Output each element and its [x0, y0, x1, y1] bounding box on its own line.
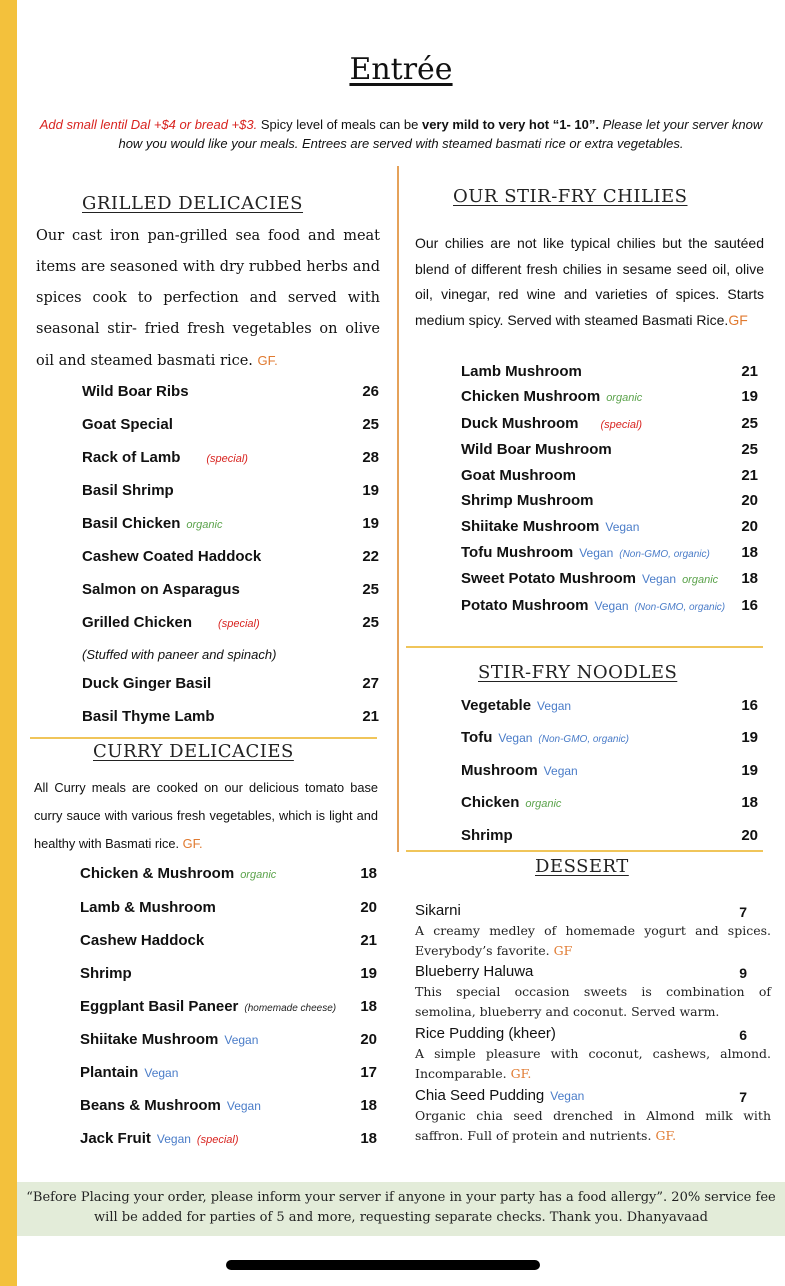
menu-item-name	[82, 383, 189, 400]
menu-item-price: 18	[360, 998, 377, 1015]
dessert-description	[415, 921, 771, 961]
menu-item-price: 18	[360, 1130, 377, 1147]
item-name-text: Chicken	[461, 794, 520, 811]
dessert-name	[415, 1087, 584, 1104]
menu-item-price: 25	[362, 614, 379, 631]
item-name-text: Rack of Lamb	[82, 449, 181, 466]
item-tag: (special)	[206, 453, 248, 465]
item-tag: Vegan	[605, 520, 640, 534]
item-name-text: Basil Thyme Lamb	[82, 708, 215, 725]
menu-item-name	[80, 899, 216, 916]
menu-item-price: 20	[741, 518, 758, 535]
dessert-name	[415, 902, 461, 919]
item-name-text: Sweet Potato Mushroom	[461, 570, 637, 587]
menu-item-name	[82, 614, 260, 631]
item-name-text: Goat Mushroom	[461, 467, 576, 484]
menu-item-price: 19	[360, 965, 377, 982]
intro-plain-2: Please let your server know how you would like your meals. Entrees are served with steamed basmati rice or extra vegetables.	[118, 117, 763, 151]
dessert-name-text: Chia Seed Pudding	[415, 1087, 545, 1104]
menu-item-price: 16	[741, 597, 758, 614]
menu-item-price: 19	[362, 482, 379, 499]
dessert-price: 7	[739, 904, 747, 920]
item-tag: Vegan	[224, 1033, 259, 1047]
item-name-text: Cashew Coated Haddock	[82, 548, 262, 565]
item-name-text: Wild Boar Ribs	[82, 383, 189, 400]
item-tag: (Non-GMO, organic)	[538, 734, 629, 745]
menu-item-price: 18	[741, 570, 758, 587]
item-tag: Vegan	[550, 1089, 585, 1103]
item-tag: (Non-GMO, organic)	[619, 549, 710, 560]
item-tag: Vegan	[226, 1099, 261, 1113]
dessert-title: DESSERT	[535, 856, 629, 877]
menu-item-price: 26	[362, 383, 379, 400]
dessert-description-text: This special occasion sweets is combination of semolina, blueberry and coconut. Served warm.	[415, 984, 771, 1019]
menu-item-name	[461, 544, 710, 561]
menu-item-name	[461, 415, 642, 432]
menu-item-price: 28	[362, 449, 379, 466]
chilies-gf: GF	[728, 311, 748, 328]
item-name-text: Basil Shrimp	[82, 482, 174, 499]
menu-item-price: 21	[362, 708, 379, 725]
menu-item-price: 20	[360, 1031, 377, 1048]
grilled-description	[36, 221, 380, 377]
menu-item-name	[461, 827, 513, 844]
menu-item-price: 25	[741, 441, 758, 458]
menu-item-price: 21	[741, 363, 758, 380]
curry-description-text: All Curry meals are cooked on our delicious tomato base curry sauce with various fresh vegetables, which is light and healthy with Basmati rice.	[34, 780, 378, 851]
dessert-description-text: Organic chia seed drenched in Almond milk with saffron. Full of protein and nutrients.	[415, 1108, 771, 1143]
item-tag: (homemade cheese)	[244, 1003, 337, 1014]
menu-item-name	[461, 597, 725, 614]
item-name-text: Beans & Mushroom	[80, 1097, 221, 1114]
dessert-name-text: Rice Pudding (kheer)	[415, 1025, 556, 1042]
dessert-description	[415, 1044, 771, 1084]
menu-item-name	[82, 675, 211, 692]
item-name-text: Duck Ginger Basil	[82, 675, 212, 692]
item-name-text: Tofu	[461, 729, 493, 746]
grilled-gf: GF.	[257, 353, 278, 368]
menu-item-name	[80, 865, 276, 882]
item-name-text: Lamb Mushroom	[461, 363, 582, 380]
item-tag: Vegan	[594, 599, 629, 613]
menu-item-name	[461, 467, 576, 484]
item-tag: organic	[606, 392, 643, 404]
noodles-title: STIR-FRY NOODLES	[478, 662, 678, 683]
dessert-gf: GF.	[510, 1066, 532, 1081]
menu-item-price: 21	[741, 467, 758, 484]
chilies-title: OUR STIR-FRY CHILIES	[453, 186, 688, 207]
item-tag: Vegan	[537, 699, 572, 713]
item-name-text: Potato Mushroom	[461, 597, 589, 614]
item-tag: (special)	[218, 618, 260, 630]
noodles-divider	[406, 850, 763, 852]
item-name-text: Jack Fruit	[80, 1130, 151, 1147]
menu-item-name	[461, 492, 594, 509]
item-tag: Vegan	[156, 1132, 191, 1146]
dessert-gf: GF.	[655, 1128, 677, 1143]
allergy-footer: “Before Placing your order, please inform your server if anyone in your party has a food allergy”. 20% service fee will be added for parties of 5 and more, requesting separate checks. Thank you. Dhanyavaad	[17, 1182, 785, 1236]
chilies-description	[415, 231, 764, 333]
item-name-text: Shrimp Mushroom	[461, 492, 594, 509]
item-name-text: Shrimp	[80, 965, 132, 982]
grilled-title: GRILLED DELICACIES	[82, 193, 304, 214]
menu-item-name	[82, 416, 173, 433]
menu-item-price: 19	[741, 762, 758, 779]
menu-item-name	[461, 441, 612, 458]
item-tag: Vegan	[498, 731, 533, 745]
item-name-text: Goat Special	[82, 416, 173, 433]
item-tag: organic	[186, 519, 223, 531]
menu-item-name	[82, 515, 222, 532]
menu-item-price: 18	[741, 794, 758, 811]
item-name-text: Shrimp	[461, 827, 513, 844]
dessert-price: 7	[739, 1089, 747, 1105]
dessert-price: 9	[739, 965, 747, 981]
intro-text	[31, 115, 771, 153]
curry-gf: GF.	[182, 836, 203, 851]
menu-item-name	[461, 388, 642, 405]
item-tag: organic	[682, 574, 719, 586]
dessert-price: 6	[739, 1027, 747, 1043]
item-name-text: Vegetable	[461, 697, 532, 714]
menu-item-name	[82, 449, 248, 466]
item-name-text: Chicken & Mushroom	[80, 865, 235, 882]
grilled-divider	[30, 737, 377, 739]
item-name-text: Shiitake Mushroom	[80, 1031, 219, 1048]
dessert-name	[415, 963, 533, 980]
item-tag: (Non-GMO, organic)	[634, 602, 726, 613]
menu-item-price: 20	[360, 899, 377, 916]
menu-item-price: 19	[741, 729, 758, 746]
curry-title: CURRY DELICACIES	[93, 741, 294, 762]
menu-item-name	[82, 581, 240, 598]
item-name-text: Mushroom	[461, 762, 538, 779]
item-tag: Vegan	[543, 764, 578, 778]
page-title: Entrée	[349, 52, 453, 87]
menu-item-price: 19	[741, 388, 758, 405]
dessert-description	[415, 1106, 771, 1146]
menu-item-price: 25	[741, 415, 758, 432]
menu-item-price: 16	[741, 697, 758, 714]
menu-item-price: 27	[362, 675, 379, 692]
menu-item-price: 25	[362, 581, 379, 598]
menu-item-name	[461, 762, 578, 779]
item-name-text: Salmon on Asparagus	[82, 581, 240, 598]
menu-item-name	[80, 998, 336, 1015]
home-indicator[interactable]	[226, 1260, 540, 1270]
item-name-text: Plantain	[80, 1064, 139, 1081]
column-divider	[397, 166, 399, 852]
item-tag: (special)	[600, 419, 643, 431]
menu-item-price: 19	[362, 515, 379, 532]
grilled-note: (Stuffed with paneer and spinach)	[82, 647, 277, 662]
item-tag: Vegan	[642, 572, 677, 586]
menu-item-price: 18	[360, 865, 377, 882]
dessert-gf: GF	[553, 943, 573, 958]
menu-item-name	[461, 518, 639, 535]
menu-item-name	[80, 1031, 258, 1048]
intro-plain-1: Spicy level of meals can be	[257, 117, 422, 132]
item-tag: organic	[240, 869, 277, 881]
dessert-name	[415, 1025, 556, 1042]
chilies-divider	[406, 646, 763, 648]
menu-item-name	[82, 548, 261, 565]
accent-stripe	[0, 0, 17, 1286]
item-name-text: Basil Chicken	[82, 515, 181, 532]
menu-item-name	[82, 708, 215, 725]
menu-item-name	[461, 697, 571, 714]
dessert-name-text: Blueberry Haluwa	[415, 963, 534, 980]
menu-item-name	[461, 570, 718, 587]
dessert-description-text: A simple pleasure with coconut, cashews, almond. Incomparable.	[415, 1046, 771, 1081]
chilies-description-text: Our chilies are not like typical chilies but the sautéed blend of different fresh chilies in sesame seed oil, olive oil, vinegar, red wine and varieties of spices. Starts medium spicy. Served with steamed Basmati Rice.	[415, 235, 764, 328]
menu-item-price: 17	[360, 1064, 377, 1081]
menu-item-name	[461, 363, 582, 380]
item-name-text: Eggplant Basil Paneer	[80, 998, 239, 1015]
item-name-text: Cashew Haddock	[80, 932, 205, 949]
item-name-text: Tofu Mushroom	[461, 544, 574, 561]
intro-spice: very mild to very hot “1- 10”.	[421, 117, 599, 132]
menu-item-name	[80, 1064, 178, 1081]
item-name-text: Wild Boar Mushroom	[461, 441, 612, 458]
curry-description	[34, 774, 378, 858]
menu-item-price: 18	[741, 544, 758, 561]
menu-page	[17, 0, 785, 1286]
item-name-text: Chicken Mushroom	[461, 388, 601, 405]
grilled-description-text: Our cast iron pan-grilled sea food and meat items are seasoned with dry rubbed herbs and spices cook to perfection and served with seasonal stir- fried fresh vegetables on olive oil and steamed basmati rice.	[36, 228, 380, 369]
item-name-text: Shiitake Mushroom	[461, 518, 600, 535]
menu-item-name	[82, 482, 174, 499]
item-name-text: Lamb & Mushroom	[80, 899, 216, 916]
menu-item-name	[80, 965, 132, 982]
menu-item-name	[80, 1130, 239, 1147]
menu-item-price: 18	[360, 1097, 377, 1114]
menu-item-name	[461, 729, 629, 746]
menu-item-price: 20	[741, 492, 758, 509]
menu-item-price: 22	[362, 548, 379, 565]
menu-item-name	[80, 932, 204, 949]
item-tag: organic	[525, 798, 562, 810]
menu-item-price: 20	[741, 827, 758, 844]
menu-item-name	[461, 794, 561, 811]
item-tag: (special)	[196, 1134, 239, 1146]
dessert-description	[415, 982, 771, 1022]
menu-item-name	[80, 1097, 261, 1114]
item-tag: Vegan	[579, 546, 614, 560]
dessert-name-text: Sikarni	[415, 902, 461, 919]
dessert-description-text: A creamy medley of homemade yogurt and spices. Everybody’s favorite.	[415, 923, 771, 958]
intro-addons: Add small lentil Dal +$4 or bread +$3.	[39, 117, 258, 132]
item-name-text: Duck Mushroom	[461, 415, 579, 432]
menu-item-price: 25	[362, 416, 379, 433]
item-name-text: Grilled Chicken	[82, 614, 193, 631]
item-tag: Vegan	[144, 1066, 179, 1080]
menu-item-price: 21	[360, 932, 377, 949]
